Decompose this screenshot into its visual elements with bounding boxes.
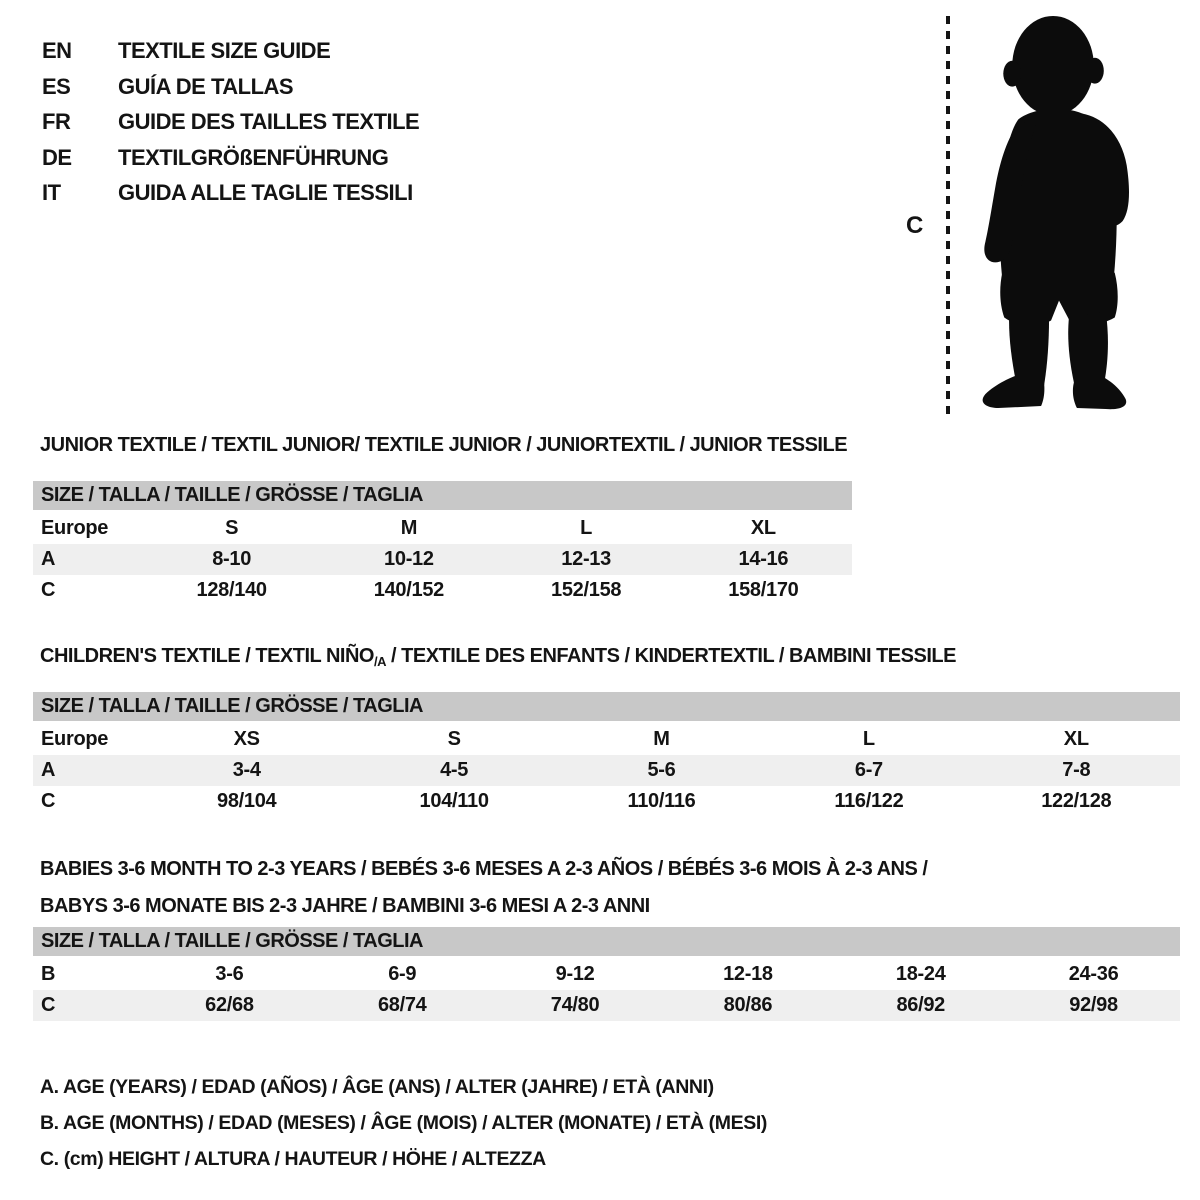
babies-size-table	[33, 927, 1180, 1021]
language-row	[42, 140, 419, 176]
babies-section-heading	[40, 851, 927, 925]
table-cell: L	[862, 728, 875, 750]
children-heading-post: / TEXTILE DES ENFANTS / KINDERTEXTIL / BAMBINI TESSILE	[385, 645, 956, 667]
row-label: C	[41, 579, 56, 601]
table-cell: L	[580, 517, 593, 539]
language-row	[42, 175, 419, 211]
table-row	[33, 786, 1180, 817]
table-cell: 158/170	[728, 579, 799, 601]
language-code: ES	[42, 73, 71, 99]
size-bar: SIZE / TALLA / TAILLE / GRÖSSE / TAGLIA	[33, 481, 852, 510]
row-label: Europe	[41, 728, 109, 750]
table-cell: 92/98	[1069, 994, 1118, 1016]
language-title-block	[42, 33, 419, 211]
legend-line-b: B. AGE (MONTHS) / EDAD (MESES) / ÂGE (MOIS) / ALTER (MONATE) / ETÀ (MESI)	[40, 1112, 767, 1134]
guide-title: GUÍA DE TALLAS	[118, 73, 294, 99]
table-cell: S	[225, 517, 239, 539]
children-section-heading	[40, 645, 956, 669]
table-cell: 10-12	[384, 548, 434, 570]
table-cell: S	[447, 728, 461, 750]
table-cell: 128/140	[196, 579, 267, 601]
legend-line-c: C. (cm) HEIGHT / ALTURA / HAUTEUR / HÖHE / ALTEZZA	[40, 1148, 546, 1170]
table-row	[33, 990, 1180, 1021]
table-cell: 6-9	[388, 963, 417, 985]
table-cell: 62/68	[205, 994, 254, 1016]
legend-line-a: A. AGE (YEARS) / EDAD (AÑOS) / ÂGE (ANS) / ALTER (JAHRE) / ETÀ (ANNI)	[40, 1076, 714, 1098]
table-cell: 74/80	[550, 994, 600, 1016]
language-code: FR	[42, 109, 71, 134]
row-label: A	[41, 548, 56, 570]
table-cell: 4-5	[440, 759, 469, 781]
table-cell: 8-10	[212, 548, 252, 570]
table-cell: 80/86	[723, 994, 773, 1016]
table-cell: 24-36	[1068, 963, 1119, 985]
guide-title: GUIDA ALLE TAGLIE TESSILI	[118, 180, 413, 205]
table-cell: XL	[750, 517, 776, 539]
table-cell: 98/104	[217, 790, 277, 812]
babies-heading-line1: BABIES 3-6 MONTH TO 2-3 YEARS / BEBÉS 3-6 MESES A 2-3 AÑOS / BÉBÉS 3-6 MOIS À 2-3 ANS /	[40, 858, 928, 880]
junior-size-table	[33, 481, 852, 606]
table-cell: 5-6	[647, 759, 676, 781]
table-cell: 3-4	[232, 759, 261, 781]
children-heading-pre: CHILDREN'S TEXTILE / TEXTIL NIÑO	[40, 645, 374, 667]
language-code: IT	[42, 180, 61, 205]
table-row	[33, 513, 852, 544]
table-cell: XS	[233, 728, 260, 750]
table-cell: M	[400, 517, 418, 539]
legend-block	[40, 1069, 767, 1177]
children-heading-sub: /A	[373, 654, 386, 669]
row-label: B	[41, 963, 56, 985]
baby-silhouette-icon	[958, 8, 1163, 416]
table-cell: 110/116	[627, 790, 696, 812]
table-cell: 104/110	[419, 790, 489, 812]
guide-title: TEXTILE SIZE GUIDE	[118, 38, 331, 63]
table-cell: 152/158	[551, 579, 622, 601]
table-row	[33, 544, 852, 575]
size-bar: SIZE / TALLA / TAILLE / GRÖSSE / TAGLIA	[33, 927, 1180, 956]
row-label: C	[41, 790, 56, 812]
babies-heading-line2: BABYS 3-6 MONATE BIS 2-3 JAHRE / BAMBINI 3-6 MESI A 2-3 ANNI	[40, 895, 650, 917]
table-cell: 12-13	[561, 548, 611, 570]
guide-title: TEXTILGRÖßENFÜHRUNG	[118, 144, 389, 170]
height-measure-label: C	[906, 212, 924, 239]
table-cell: 9-12	[555, 963, 595, 985]
table-cell: 116/122	[834, 790, 904, 812]
row-label: A	[41, 759, 56, 781]
table-row	[33, 724, 1180, 755]
table-row	[33, 755, 1180, 786]
table-cell: 122/128	[1041, 790, 1112, 812]
children-size-table	[33, 692, 1180, 817]
table-cell: 68/74	[377, 994, 427, 1016]
size-bar: SIZE / TALLA / TAILLE / GRÖSSE / TAGLIA	[33, 692, 1180, 721]
table-row	[33, 959, 1180, 990]
language-row	[42, 33, 419, 69]
table-cell: XL	[1063, 728, 1089, 750]
row-label: C	[41, 994, 56, 1016]
table-cell: 14-16	[738, 548, 789, 570]
language-code: DE	[42, 144, 72, 170]
table-cell: 18-24	[895, 963, 946, 985]
guide-title: GUIDE DES TAILLES TEXTILE	[118, 109, 420, 134]
junior-section-heading: JUNIOR TEXTILE / TEXTIL JUNIOR/ TEXTILE JUNIOR / JUNIORTEXTIL / JUNIOR TESSILE	[40, 434, 848, 456]
table-cell: 140/152	[373, 579, 444, 601]
height-measure-line	[946, 16, 950, 414]
table-row	[33, 575, 852, 606]
language-code: EN	[42, 38, 72, 63]
table-cell: 6-7	[854, 759, 883, 781]
table-cell: 7-8	[1062, 759, 1091, 781]
table-cell: 12-18	[723, 963, 773, 985]
table-cell: 86/92	[896, 994, 946, 1016]
table-cell: 3-6	[215, 963, 244, 985]
row-label: Europe	[41, 517, 109, 539]
table-cell: M	[653, 728, 670, 750]
language-row	[42, 69, 419, 105]
language-row	[42, 104, 419, 140]
